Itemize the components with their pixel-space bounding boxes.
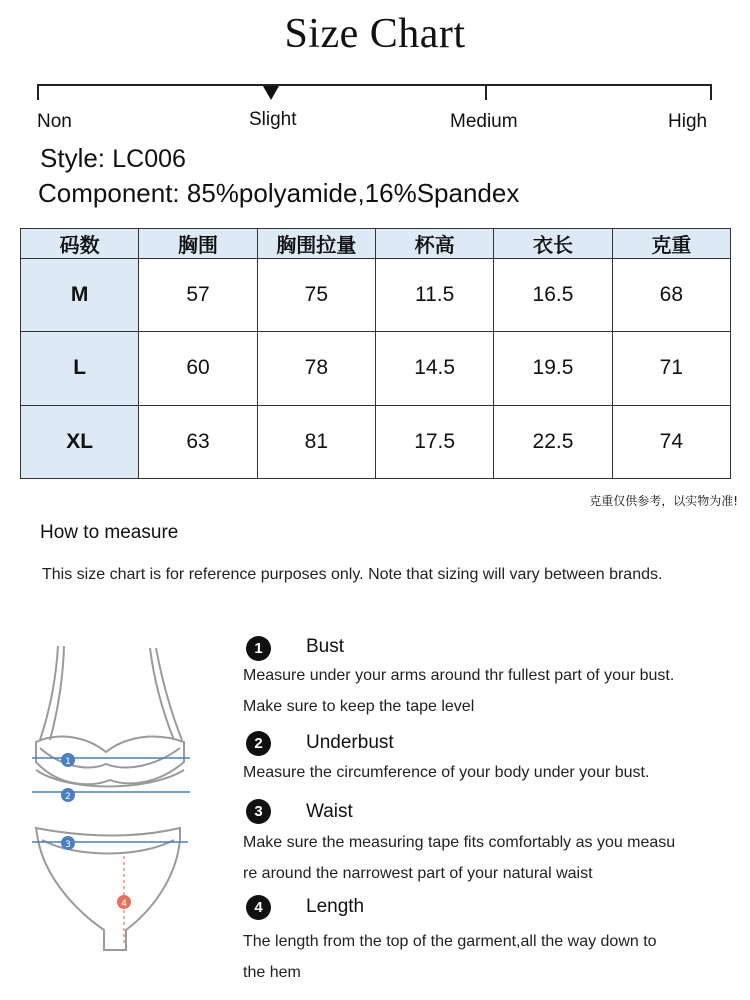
scale-label-medium: Medium <box>450 111 518 132</box>
svg-text:1: 1 <box>65 757 71 767</box>
table-cell: 71 <box>612 332 730 405</box>
table-cell: 60 <box>139 332 257 405</box>
step-line: Make sure the measuring tape fits comfortably as you measu <box>243 834 676 851</box>
scale-label-non: Non <box>37 111 72 132</box>
table-cell: 75 <box>257 259 375 332</box>
step-number-4: 4 <box>246 895 271 920</box>
header-size: 码数 <box>21 229 139 259</box>
component-line <box>38 178 519 209</box>
step-line: Make sure to keep the tape level <box>243 698 475 715</box>
scale-label-slight: Slight <box>249 109 297 130</box>
table-cell: 19.5 <box>494 332 612 405</box>
marker-4-icon <box>117 895 131 909</box>
step-text-length <box>243 926 733 988</box>
step-title-length: Length <box>306 896 365 917</box>
header-weight: 克重 <box>612 229 730 259</box>
scale-tick-medium <box>485 84 487 100</box>
table-cell: 63 <box>139 405 257 478</box>
how-to-measure-text: This size chart is for reference purposes only. Note that sizing will vary between brands. <box>42 566 663 583</box>
scale-line <box>38 84 712 86</box>
table-row <box>21 405 731 478</box>
step-title-bust: Bust <box>306 636 345 657</box>
table-cell: 11.5 <box>375 259 493 332</box>
table-cell: 57 <box>139 259 257 332</box>
scale-tick-high <box>710 84 712 100</box>
table-cell: 74 <box>612 405 730 478</box>
table-row <box>21 332 731 405</box>
step-line: Measure the circumference of your body under your bust. <box>243 764 650 781</box>
garment-illustration <box>28 640 208 970</box>
marker-2-icon <box>61 788 75 802</box>
step-line: re around the narrowest part of your natural waist <box>243 865 593 882</box>
step-text-bust <box>243 660 733 722</box>
svg-text:3: 3 <box>65 840 71 850</box>
step-line: the hem <box>243 964 301 981</box>
step-title-waist: Waist <box>306 801 353 822</box>
step-text-waist <box>243 827 733 889</box>
table-cell: XL <box>21 405 139 478</box>
step-title-underbust: Underbust <box>306 732 394 753</box>
scale-pointer-icon <box>263 86 279 100</box>
header-bust: 胸围 <box>139 229 257 259</box>
size-table <box>20 228 731 479</box>
table-cell: 68 <box>612 259 730 332</box>
table-cell: 17.5 <box>375 405 493 478</box>
table-cell: 81 <box>257 405 375 478</box>
step-number-1: 1 <box>246 636 271 661</box>
table-cell: M <box>21 259 139 332</box>
table-cell: 16.5 <box>494 259 612 332</box>
table-cell: 14.5 <box>375 332 493 405</box>
step-line: Measure under your arms around thr fullest part of your bust. <box>243 667 675 684</box>
weight-note: 克重仅供参考，以实物为准! <box>589 494 738 508</box>
component-label: Component: <box>38 178 180 208</box>
step-number-2: 2 <box>246 731 271 756</box>
marker-1-icon <box>61 753 75 767</box>
table-header-row <box>21 229 731 259</box>
style-label: Style: <box>40 143 106 173</box>
header-cup-height: 杯高 <box>375 229 493 259</box>
page-title: Size Chart <box>284 11 466 57</box>
component-value: 85%polyamide,16%Spandex <box>186 178 520 208</box>
how-to-measure-title: How to measure <box>40 522 179 543</box>
svg-text:4: 4 <box>121 899 127 909</box>
scale-tick-non <box>37 84 39 100</box>
header-bust-stretch: 胸围拉量 <box>257 229 375 259</box>
table-cell: 78 <box>257 332 375 405</box>
step-text-underbust <box>243 757 733 788</box>
step-line: The length from the top of the garment,all the way down to <box>243 933 657 950</box>
style-line <box>40 143 186 174</box>
table-cell: 22.5 <box>494 405 612 478</box>
table-row <box>21 259 731 332</box>
scale-label-high: High <box>668 111 708 132</box>
svg-text:2: 2 <box>65 792 71 802</box>
marker-3-icon <box>61 836 75 850</box>
step-number-3: 3 <box>246 799 271 824</box>
header-length: 衣长 <box>494 229 612 259</box>
style-value: LC006 <box>112 145 186 173</box>
bikini-diagram-icon <box>28 640 208 970</box>
table-cell: L <box>21 332 139 405</box>
